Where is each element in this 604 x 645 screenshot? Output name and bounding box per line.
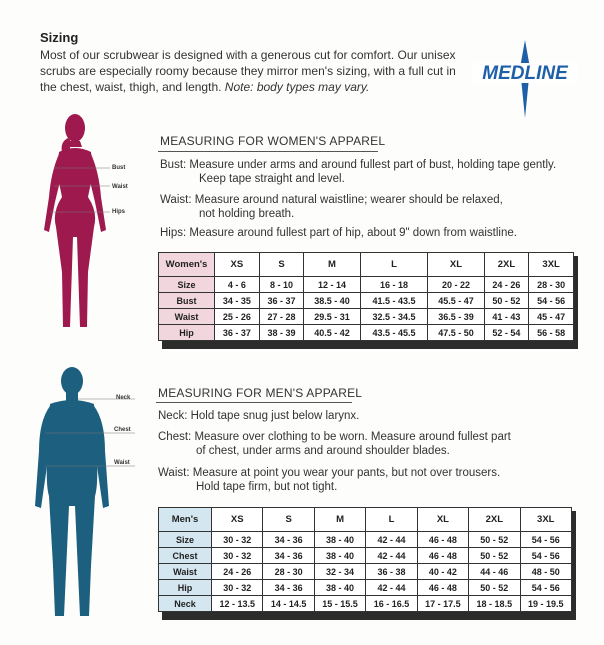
table-cell: 36 - 38 (366, 564, 417, 580)
women-row-label: Size (159, 277, 215, 293)
men-row-label: Size (159, 532, 212, 548)
table-cell: 34 - 36 (263, 532, 314, 548)
table-row (159, 325, 574, 341)
bust-label: Bust (112, 165, 126, 171)
men-instruction-waist (158, 466, 588, 494)
bust-key: Bust: (160, 159, 187, 171)
men-figure (25, 366, 145, 626)
table-cell: 34 - 36 (263, 548, 314, 564)
men-header-cell: M (314, 508, 365, 532)
chest-line-1: Measure over clothing to be worn. Measure around fullest part (194, 431, 511, 443)
table-cell: 16 - 18 (360, 277, 428, 293)
men-row-label: Hip (159, 580, 212, 596)
table-cell: 48 - 50 (520, 564, 571, 580)
table-cell: 52 - 54 (484, 325, 529, 341)
table-cell: 54 - 56 (520, 580, 571, 596)
men-size-table (158, 507, 572, 612)
table-cell: 34 - 36 (263, 580, 314, 596)
table-cell: 32.5 - 34.5 (360, 309, 428, 325)
waist-label: Waist (112, 184, 128, 190)
neck-line-1: Hold tape snug just below larynx. (190, 410, 360, 422)
table-cell: 24 - 26 (484, 277, 529, 293)
women-instruction-waist (160, 193, 590, 221)
men-row-label: Neck (159, 596, 212, 612)
table-cell: 30 - 32 (212, 580, 263, 596)
men-section-title: MEASURING FOR MEN'S APPAREL (158, 386, 363, 400)
table-row (159, 580, 572, 596)
table-cell: 16 - 16.5 (366, 596, 417, 612)
medline-logo (470, 40, 580, 120)
waist-line-2: not holding breath. (199, 208, 295, 220)
medline-logo-text: MEDLINE (482, 63, 568, 84)
women-title-rule (158, 151, 378, 152)
table-cell: 46 - 48 (417, 532, 468, 548)
women-row-label: Hip (159, 325, 215, 341)
table-row (159, 277, 574, 293)
table-row (159, 548, 572, 564)
table-cell: 34 - 35 (215, 293, 260, 309)
table-cell: 36 - 37 (259, 293, 304, 309)
table-cell: 19 - 19.5 (520, 596, 571, 612)
women-header-cell: L (360, 253, 428, 277)
chest-line-2: of chest, under arms and around shoulder blades. (196, 445, 450, 457)
women-figure (40, 112, 130, 337)
table-cell: 40 - 42 (417, 564, 468, 580)
men-row-label: Waist (159, 564, 212, 580)
table-cell: 50 - 52 (469, 580, 520, 596)
table-row (159, 532, 572, 548)
table-cell: 50 - 52 (469, 548, 520, 564)
women-row-label: Bust (159, 293, 215, 309)
table-cell: 25 - 26 (215, 309, 260, 325)
sizing-title: Sizing (40, 30, 79, 45)
women-header-cell: M (304, 253, 360, 277)
table-cell: 47.5 - 50 (428, 325, 484, 341)
table-cell: 20 - 22 (428, 277, 484, 293)
men-header-cell: 2XL (469, 508, 520, 532)
table-row (159, 596, 572, 612)
table-cell: 41 - 43 (484, 309, 529, 325)
women-instruction-bust (160, 158, 590, 186)
men-header-cell: Men's (159, 508, 212, 532)
men-header-cell: XS (212, 508, 263, 532)
table-cell: 24 - 26 (212, 564, 263, 580)
table-cell: 50 - 52 (469, 532, 520, 548)
table-cell: 50 - 52 (484, 293, 529, 309)
table-cell: 56 - 58 (529, 325, 574, 341)
table-cell: 12 - 13.5 (212, 596, 263, 612)
women-header-cell: 2XL (484, 253, 529, 277)
men-header-cell: L (366, 508, 417, 532)
chest-label: Chest (114, 427, 131, 433)
table-cell: 12 - 14 (304, 277, 360, 293)
table-cell: 32 - 34 (314, 564, 365, 580)
table-cell: 38 - 40 (314, 580, 365, 596)
table-row (159, 293, 574, 309)
table-cell: 28 - 30 (529, 277, 574, 293)
table-cell: 42 - 44 (366, 580, 417, 596)
intro-note: Note: body types may vary. (224, 80, 370, 94)
men-instruction-chest (158, 430, 588, 458)
chest-key: Chest: (158, 431, 192, 443)
women-header-cell: 3XL (529, 253, 574, 277)
neck-label: Neck (116, 395, 131, 401)
women-row-label: Waist (159, 309, 215, 325)
table-cell: 38 - 39 (259, 325, 304, 341)
intro-text: Most of our scrubwear is designed with a generous cut for comfort. Our unisex scrubs are especially roomy because they mirror men's sizing, with a full cut in the chest, waist, thigh, and length. (40, 48, 456, 94)
men-waist-line-2: Hold tape firm, but not tight. (196, 481, 338, 493)
women-header-cell: S (259, 253, 304, 277)
women-header-cell: Women's (159, 253, 215, 277)
table-cell: 4 - 6 (215, 277, 260, 293)
women-size-table (158, 252, 574, 341)
bust-line-2: Keep tape straight and level. (199, 173, 345, 185)
table-cell: 36.5 - 39 (428, 309, 484, 325)
waist-key: Waist: (160, 194, 192, 206)
table-cell: 54 - 56 (520, 548, 571, 564)
men-waist-key: Waist: (158, 467, 190, 479)
table-cell: 28 - 30 (263, 564, 314, 580)
table-cell: 36 - 37 (215, 325, 260, 341)
table-row (159, 564, 572, 580)
table-cell: 54 - 56 (529, 293, 574, 309)
table-cell: 29.5 - 31 (304, 309, 360, 325)
table-cell: 38.5 - 40 (304, 293, 360, 309)
bust-line-1: Measure under arms and around fullest part of bust, holding tape gently. (189, 159, 557, 171)
table-cell: 54 - 56 (520, 532, 571, 548)
neck-key: Neck: (158, 410, 188, 422)
table-cell: 15 - 15.5 (314, 596, 365, 612)
waist-line-1: Measure around natural waistline; wearer should be relaxed, (194, 194, 503, 206)
table-cell: 44 - 46 (469, 564, 520, 580)
table-cell: 41.5 - 43.5 (360, 293, 428, 309)
table-row (159, 309, 574, 325)
table-cell: 46 - 48 (417, 548, 468, 564)
men-waist-line-1: Measure at point you wear your pants, but not over trousers. (192, 467, 501, 479)
table-cell: 46 - 48 (417, 580, 468, 596)
table-cell: 18 - 18.5 (469, 596, 520, 612)
hips-line-1: Measure around fullest part of hip, about 9" down from waistline. (189, 227, 517, 239)
table-cell: 38 - 40 (314, 532, 365, 548)
table-cell: 17 - 17.5 (417, 596, 468, 612)
men-instruction-neck (158, 409, 588, 423)
hips-key: Hips: (160, 227, 187, 239)
table-cell: 42 - 44 (366, 548, 417, 564)
men-header-cell: S (263, 508, 314, 532)
table-cell: 45 - 47 (529, 309, 574, 325)
table-cell: 43.5 - 45.5 (360, 325, 428, 341)
table-cell: 14 - 14.5 (263, 596, 314, 612)
women-instruction-hips (160, 226, 590, 240)
sizing-intro (40, 47, 460, 95)
men-row-label: Chest (159, 548, 212, 564)
women-header-cell: XS (215, 253, 260, 277)
table-cell: 8 - 10 (259, 277, 304, 293)
table-cell: 38 - 40 (314, 548, 365, 564)
table-cell: 45.5 - 47 (428, 293, 484, 309)
men-title-rule (156, 402, 352, 403)
hips-label: Hips (112, 209, 126, 215)
table-cell: 27 - 28 (259, 309, 304, 325)
women-section-title: MEASURING FOR WOMEN'S APPAREL (160, 134, 386, 148)
men-header-cell: XL (417, 508, 468, 532)
men-header-cell: 3XL (520, 508, 571, 532)
table-cell: 30 - 32 (212, 548, 263, 564)
table-cell: 42 - 44 (366, 532, 417, 548)
table-cell: 40.5 - 42 (304, 325, 360, 341)
table-cell: 30 - 32 (212, 532, 263, 548)
women-header-cell: XL (428, 253, 484, 277)
men-waist-label: Waist (114, 460, 130, 466)
